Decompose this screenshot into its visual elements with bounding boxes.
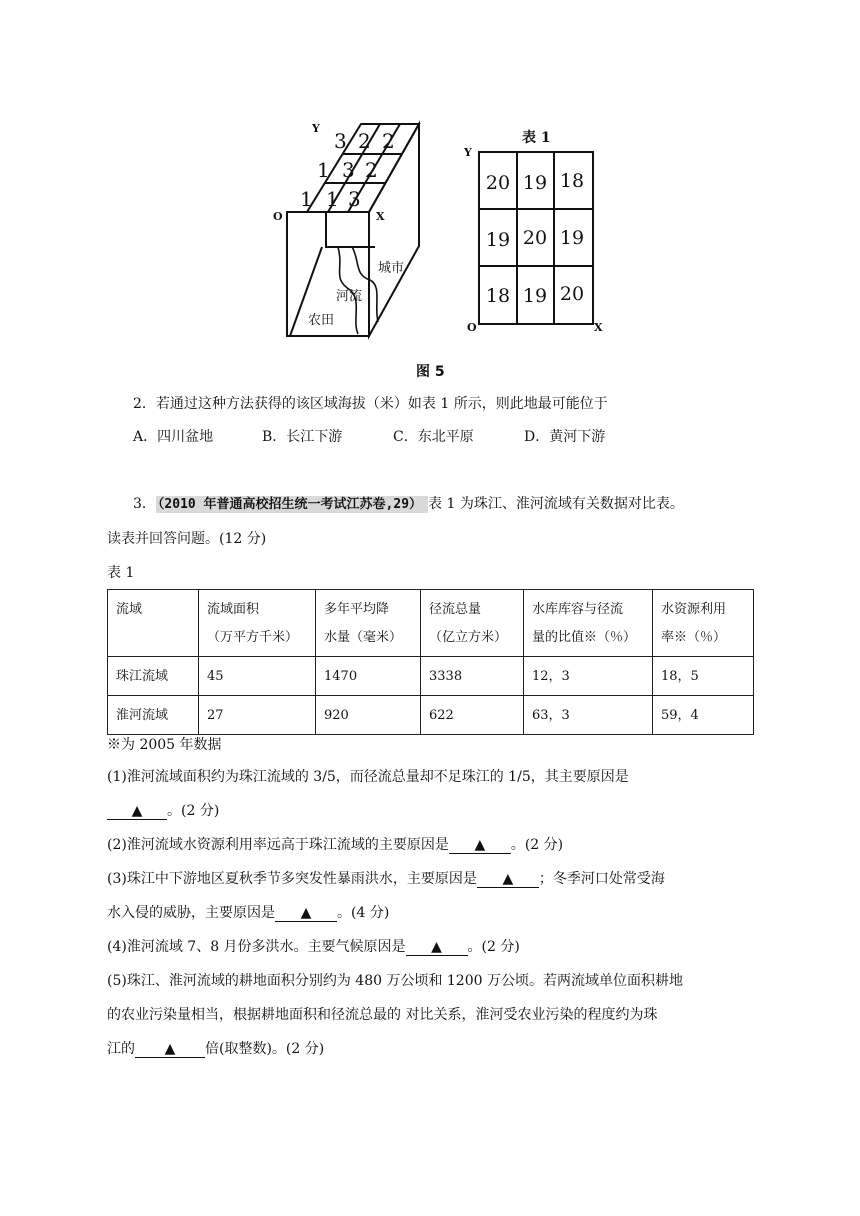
block-cell: 2 bbox=[358, 129, 371, 153]
table1-cell: 19 bbox=[485, 229, 511, 251]
block-cell: 3 bbox=[348, 187, 361, 211]
table1-cell: 19 bbox=[522, 285, 548, 307]
block-cell: 2 bbox=[382, 129, 395, 153]
answer-triangle-icon: ▲ bbox=[131, 803, 143, 819]
table1-cell: 18 bbox=[559, 170, 585, 192]
table-cell: 淮河流域 bbox=[108, 696, 199, 735]
table-cell: 18，5 bbox=[653, 657, 754, 696]
table1-cell: 18 bbox=[485, 285, 511, 307]
sub-question-1-line1: (1)淮河流域面积约为珠江流域的 3/5，而径流总量却不足珠江的 1/5，其主要原因是 bbox=[107, 769, 629, 785]
answer-triangle-icon: ▲ bbox=[300, 905, 312, 921]
answer-blank[interactable] bbox=[275, 905, 337, 922]
table-cell: 27 bbox=[199, 696, 316, 735]
answer-blank[interactable] bbox=[406, 939, 468, 956]
table-row bbox=[108, 696, 754, 735]
answer-triangle-icon: ▲ bbox=[502, 871, 514, 887]
sub-question-5-line2: 的农业污染量相当，根据耕地面积和径流总最的 对比关系，淮河受农业污染的程度约为珠 bbox=[107, 1007, 658, 1023]
q3-source-tag: （2010 年普通高校招生统一考试江苏卷,29） bbox=[156, 496, 428, 513]
sub-question-4: (4)淮河流域 7、8 月份多洪水。主要气候原因是 ▲ 。(2 分) bbox=[107, 939, 520, 955]
table-header-cell: 水资源利用 率※（％） bbox=[653, 590, 754, 657]
table-header-row bbox=[108, 590, 754, 657]
table1-cell: 19 bbox=[559, 227, 585, 249]
answer-blank[interactable] bbox=[107, 803, 167, 820]
q3-stem-line1 bbox=[133, 494, 684, 515]
block-cell: 1 bbox=[317, 158, 330, 182]
table-header-cell: 多年平均降 水量（毫米） bbox=[316, 590, 421, 657]
block-cell: 1 bbox=[326, 187, 339, 211]
table-header-cell: 水库库容与径流 量的比值※（％） bbox=[524, 590, 653, 657]
table1-cell: 20 bbox=[559, 283, 585, 305]
table-cell: 920 bbox=[316, 696, 421, 735]
table-header-cell: 流域 bbox=[108, 590, 199, 657]
table1-cell: 20 bbox=[522, 227, 548, 249]
q3-data-table bbox=[107, 589, 754, 735]
table-cell: 珠江流域 bbox=[108, 657, 199, 696]
sub-question-5-line1: (5)珠江、淮河流域的耕地面积分别约为 480 万公顷和 1200 万公顷。若两流域单位面积耕地 bbox=[107, 973, 683, 989]
answer-triangle-icon: ▲ bbox=[474, 837, 486, 853]
axis-label-y: Y bbox=[312, 122, 320, 135]
q2-option-a: A．四川盆地 bbox=[133, 429, 214, 445]
table1-values bbox=[486, 170, 584, 307]
q3-stem-line2: 读表并回答问题。(12 分) bbox=[107, 531, 267, 547]
q2-stem: 2．若通过这种方法获得的该区域海拔（米）如表 1 所示，则此地最可能位于 bbox=[133, 396, 608, 412]
sub-question-5-line3: 江的 ▲ 倍(取整数)。(2 分) bbox=[107, 1041, 325, 1057]
block-cell: 3 bbox=[334, 129, 347, 153]
table-cell: 45 bbox=[199, 657, 316, 696]
sub-question-1-line2: ▲ 。(2 分) bbox=[107, 801, 219, 821]
table1-title: 表 1 bbox=[522, 130, 551, 146]
inner-line bbox=[326, 212, 375, 247]
label-river: 河流 bbox=[336, 289, 363, 304]
figure-caption: 图 5 bbox=[416, 364, 445, 380]
table-cell: 63，3 bbox=[524, 696, 653, 735]
label-farmland: 农田 bbox=[308, 313, 335, 328]
axis-label-x: X bbox=[376, 210, 385, 223]
sub-question-3-line2: 水入侵的威胁，主要原因是 ▲ 。(4 分) bbox=[107, 905, 390, 921]
sub-question-3-line1: (3)珠江中下游地区夏秋季节多突发性暴雨洪水，主要原因是 ▲ ；冬季河口处常受海 bbox=[107, 871, 665, 887]
table-row bbox=[108, 657, 754, 696]
q3-stem: 表 1 为珠江、淮河流域有关数据对比表。 bbox=[428, 496, 684, 512]
answer-blank[interactable] bbox=[477, 871, 539, 888]
answer-triangle-icon: ▲ bbox=[431, 939, 442, 955]
q2-option-b: B．长江下游 bbox=[262, 429, 343, 445]
axis-label-o: O bbox=[467, 321, 477, 334]
table-cell: 12，3 bbox=[524, 657, 653, 696]
table1-cell: 20 bbox=[485, 172, 511, 194]
block-cell: 2 bbox=[365, 158, 378, 182]
table-header-cell: 流域面积 （万平方千米） bbox=[199, 590, 316, 657]
block-cell: 1 bbox=[300, 187, 313, 211]
table-cell: 3338 bbox=[421, 657, 524, 696]
figure-5 bbox=[270, 110, 620, 346]
q2-option-c: C．东北平原 bbox=[393, 429, 474, 445]
axis-label-x: X bbox=[594, 321, 603, 334]
table1-cell: 19 bbox=[522, 172, 548, 194]
label-city: 城市 bbox=[378, 261, 405, 276]
block-diagram bbox=[287, 124, 419, 336]
table-header-cell: 径流总量 （亿立方米） bbox=[421, 590, 524, 657]
q3-number: 3． bbox=[133, 496, 156, 512]
table-cell: 622 bbox=[421, 696, 524, 735]
block-cell: 3 bbox=[342, 158, 355, 182]
table-note: ※为 2005 年数据 bbox=[107, 737, 222, 753]
q2-option-d: D．黄河下游 bbox=[524, 429, 606, 445]
table-cell: 1470 bbox=[316, 657, 421, 696]
answer-triangle-icon: ▲ bbox=[164, 1041, 176, 1057]
axis-label-o: O bbox=[273, 210, 283, 223]
sub-question-2: (2)淮河流域水资源利用率远高于珠江流域的主要原因是 ▲ 。(2 分) bbox=[107, 837, 564, 853]
axis-label-y: Y bbox=[464, 146, 472, 159]
answer-blank[interactable] bbox=[449, 837, 511, 854]
table-cell: 59，4 bbox=[653, 696, 754, 735]
q3-table-caption: 表 1 bbox=[107, 565, 135, 581]
answer-blank[interactable] bbox=[135, 1041, 205, 1058]
